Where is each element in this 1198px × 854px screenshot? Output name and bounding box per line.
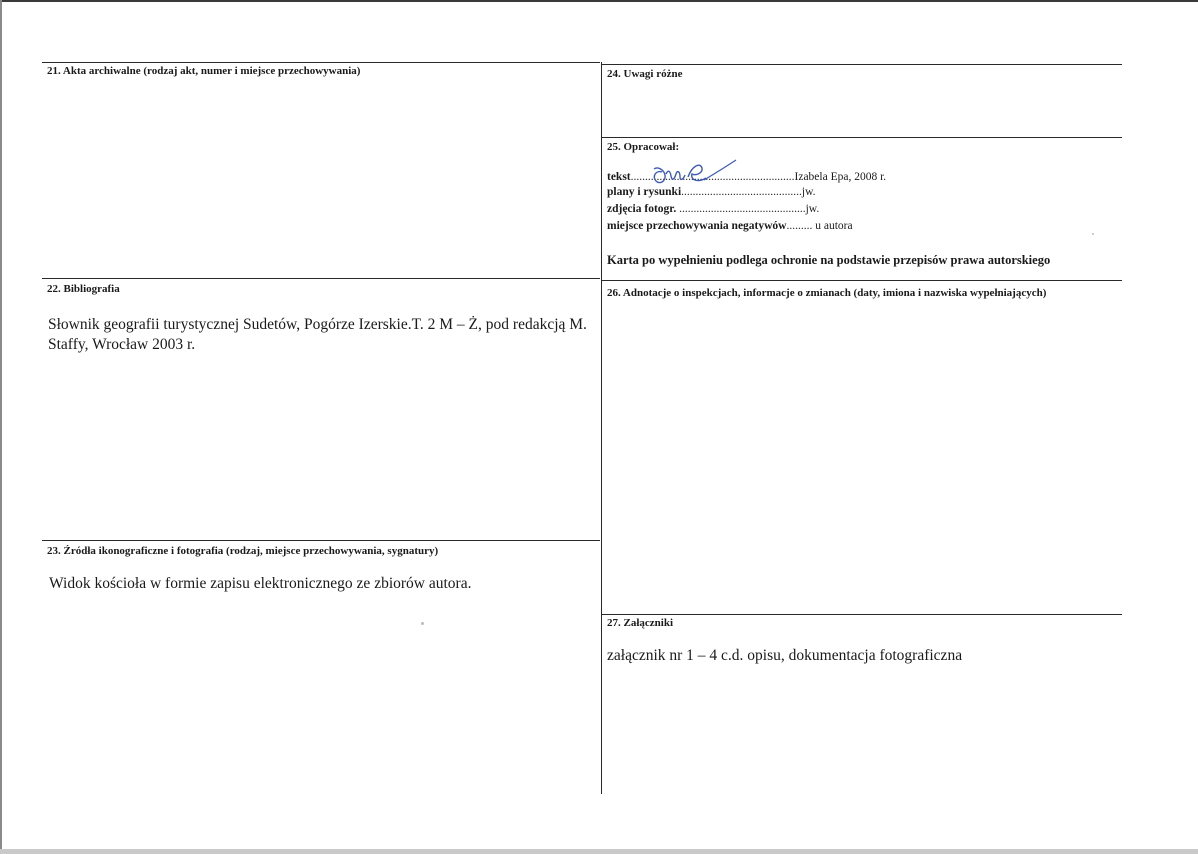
section-26-label: 26. Adnotacje o inspekcjach, informacje o zmianach (daty, imiona i nazwiska wypełniających) xyxy=(607,287,1047,299)
zdjecia-dots: ............................................ xyxy=(676,203,806,215)
section-27-label: 27. Załączniki xyxy=(607,617,674,629)
iconographic-sources-text: Widok kościoła w formie zapisu elektronicznego ze zbiorów autora. xyxy=(49,575,472,592)
section-27-top-rule xyxy=(602,614,1122,615)
handwritten-signature xyxy=(648,156,738,192)
zdjecia-label: zdjęcia fotogr. xyxy=(607,203,677,215)
section-25-top-rule xyxy=(602,137,1122,138)
page-edge-bottom xyxy=(0,849,1198,854)
negatywy-label: miejsce przechowywania negatywów xyxy=(607,220,787,232)
signature-stroke xyxy=(654,168,665,183)
copyright-note: Karta po wypełnieniu podlega ochronie na podstawie przepisów prawa autorskiego xyxy=(607,253,1051,267)
scan-speck xyxy=(421,622,424,625)
page-edge-top xyxy=(0,0,1198,2)
section-22-label: 22. Bibliografia xyxy=(47,283,120,295)
zdjecia-value: jw. xyxy=(805,203,820,215)
signature-stroke xyxy=(688,165,706,180)
negatywy-value: u autora xyxy=(815,220,853,232)
zdjecia-row xyxy=(607,202,819,216)
section-24-top-rule xyxy=(602,64,1122,65)
plany-dots: .......................................... xyxy=(681,186,802,198)
section-21-top-rule xyxy=(42,62,600,63)
section-23-top-rule xyxy=(42,540,600,541)
section-25-label: 25. Opracował: xyxy=(607,141,680,153)
section-21-label: 21. Akta archiwalne (rodzaj akt, numer i miejsce przechowywania) xyxy=(47,65,361,77)
tekst-value: Izabela Epa, 2008 r. xyxy=(794,171,887,183)
bibliography-text: Słownik geografii turystycznej Sudetów, Pogórze Izerskie.T. 2 M – Ż, pod redakcją M. Staffy, Wrocław 2003 r. xyxy=(48,316,587,353)
attachments-text: załącznik nr 1 – 4 c.d. opisu, dokumentacja fotograficzna xyxy=(607,647,963,664)
section-23-label: 23. Źródła ikonograficzne i fotografia (rodzaj, miejsce przechowywania, sygnatury) xyxy=(47,545,439,557)
negatywy-row xyxy=(607,219,853,233)
section-24-label: 24. Uwagi różne xyxy=(607,68,683,80)
plany-value: jw. xyxy=(801,186,816,198)
negatywy-dots: ......... xyxy=(786,220,813,232)
tekst-label: tekst xyxy=(607,171,631,183)
signature-tail xyxy=(704,160,736,180)
tekst-dots: ......................................................... xyxy=(630,171,795,183)
scan-speck xyxy=(1092,233,1094,235)
section-26-top-rule xyxy=(602,280,1122,281)
signature-stroke xyxy=(666,171,685,179)
column-divider xyxy=(601,62,602,794)
plany-label: plany i rysunki xyxy=(607,186,682,198)
page-edge-left xyxy=(0,0,2,854)
section-22-top-rule xyxy=(42,278,600,279)
